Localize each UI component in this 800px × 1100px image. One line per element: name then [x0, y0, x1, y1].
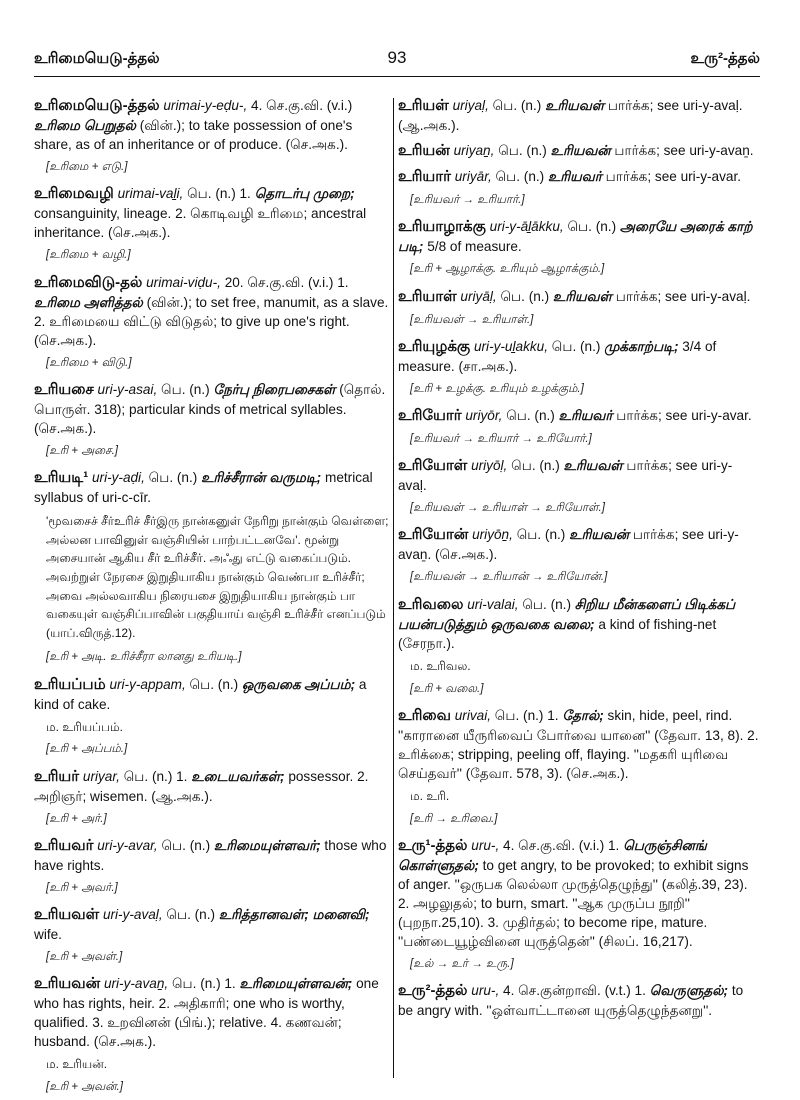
entry-cognate: ம. உரிவல.	[410, 658, 471, 673]
entry-tamil-meaning: உரிமையுள்ளவர்;	[213, 837, 321, 853]
entry-grammar: பெ. (n.)	[506, 407, 555, 423]
entry-headword: உரிமையெடு-த்தல்	[34, 97, 160, 114]
entry-grammar: பெ. (n.)	[516, 527, 566, 543]
entry-block	[34, 467, 390, 665]
entry-definition: (தொல். பொருள். 318); particular kinds of metrical syllables. (செ.அக.).	[34, 381, 386, 436]
entry-headword: உரியப்பம்	[34, 675, 106, 693]
entry-definition: consanguinity, lineage. 2. கொடிவழி உரிமை; ancestral inheritance. (செ.அக.).	[34, 206, 367, 241]
dictionary-entry	[398, 980, 760, 1020]
header-last-headword: உரு²-த்தல்	[690, 50, 760, 67]
entry-definition: பார்க்க; see uri-y-avar.	[605, 169, 742, 185]
entry-headword: உரியன்	[398, 142, 450, 160]
entry-definition: பார்க்க; see uri-y-avaḷ.	[398, 458, 733, 494]
entry-etymology: [உரியவள் → உரியாள்.]	[410, 312, 534, 326]
entry-grammar: 4. செ.குன்றாவி. (v.t.) 1.	[503, 983, 646, 999]
dictionary-entry	[398, 835, 760, 951]
page-header	[34, 46, 760, 77]
entry-etymology: [உரி + அவர்.]	[46, 880, 118, 894]
entry-block	[398, 166, 760, 208]
entry-block	[398, 336, 760, 397]
entry-definition: one who has rights, heir. 2. அதிகாரி; one who is worthy, qualified. 3. உறவினன் (பிங்.); relative. 4. கணவன்; husband. (செ.அக.).	[34, 976, 379, 1050]
entry-tamil-meaning: சிறிய மீன்களைப் பிடிக்கப் பயன்படுத்தும் ஒருவகை வலை;	[398, 596, 736, 632]
entry-etymology: [உரி + அடி. உரிச்சீரா லானது உரியடி.]	[46, 650, 242, 664]
dictionary-entry	[398, 216, 760, 256]
entry-etymology: [உரியவள் → உரியாள் → உரியோள்.]	[410, 501, 605, 515]
entry-headword: உரியள்	[398, 97, 449, 114]
entry-grammar: பெ. (n.)	[161, 381, 210, 397]
entry-tamil-meaning: உரியவள்	[545, 98, 605, 113]
entry-grammar: பெ. (n.)	[161, 837, 211, 853]
entry-tamil-meaning: தோல்;	[562, 707, 604, 723]
entry-definition: பார்க்க; see uri-y-avaṉ.	[614, 143, 754, 159]
entry-tamil-meaning: உடையவர்கள்;	[191, 768, 285, 784]
entry-definition: to get angry, to be provoked; to exhibit signs of anger. ''ஒருபக லெல்லா முருத்தெழுந்து'' (கலித்.39, 23). 2. அழலுதல்; to burn, smart. ''ஆக முருப்ப நூறி'' (புறநா.25,10). 3. முதிர்தல்; to become ripe, mature. ''பண்டையூழ்வினை யுருத்தென்'' (சிலப். 16,217).	[398, 857, 749, 949]
entry-transliteration: uri-y-aḍi,	[91, 470, 145, 486]
entry-definition: skin, hide, peel, rind. ''காரானை யீருரிவைப் போர்வை யானை'' (தேவா. 13, 8). 2. உரிக்கை; stripping, peeling off, flaying. ''மதகரி யுரிவை செய்தவர்'' (தேவா. 578, 3). (செ.அக.).	[398, 707, 759, 781]
entry-definition: metrical syllabus of uri-c-cīr.	[34, 470, 373, 506]
entry-grammar: பெ. (n.)	[189, 676, 239, 692]
entry-cognate: ம. உரியப்பம்.	[46, 719, 123, 734]
entry-transliteration: urimai-vaḻi,	[117, 186, 184, 202]
entry-block	[34, 674, 390, 758]
entry-definition: பார்க்க; see uri-y-avaḷ.	[615, 288, 751, 304]
entry-block	[34, 379, 390, 459]
entry-definition: 5/8 of measure.	[427, 239, 522, 255]
entry-grammar: 4. செ.கு.வி. (v.i.)	[251, 98, 353, 113]
entry-headword: உரியவர்	[34, 836, 94, 854]
dictionary-entry	[34, 766, 390, 806]
entry-block	[398, 95, 760, 135]
entry-tamil-meaning: முக்காற்படி;	[604, 338, 679, 354]
entry-etymology: [உரி + அசை.]	[46, 443, 119, 457]
entry-headword: உரியுழக்கு	[398, 337, 471, 355]
entry-etymology: [உரி + அர்.]	[46, 811, 107, 825]
dictionary-entry	[34, 973, 390, 1051]
entry-definition: (வின்.); to set free, manumit, as a slave. 2. உரிமையை விட்டு விடுதல்; to give up one's right. (செ.அக.).	[34, 294, 389, 348]
entry-headword: உரியோன்	[398, 526, 469, 544]
entry-tamil-meaning: அரையே அரைக் காற் படி;	[398, 219, 753, 255]
entry-transliteration: uru-,	[471, 983, 500, 999]
entry-transliteration: uri-y-appam,	[109, 676, 186, 692]
dictionary-entry	[398, 705, 760, 783]
entry-transliteration: uriyōḷ,	[471, 458, 508, 474]
entry-headword: உரியாள்	[398, 287, 457, 305]
entry-tamil-meaning: உரிமை அளித்தல்	[34, 294, 143, 310]
entry-tamil-meaning: உரியவள்	[552, 288, 612, 304]
entry-etymology: [உரி + அவள்.]	[46, 950, 123, 964]
entry-headword: உரியார்	[398, 168, 451, 186]
entry-headword: உரியாழாக்கு	[398, 218, 486, 236]
entry-grammar: பெ. (n.)	[567, 219, 617, 235]
entry-tamil-meaning: உரியவர்	[547, 169, 602, 185]
entry-grammar: பெ. (n.)	[500, 288, 550, 304]
right-column	[398, 95, 760, 1100]
entry-tamil-meaning: உரியவள்	[563, 458, 623, 474]
entry-grammar: பெ. (n.) 1.	[171, 976, 236, 992]
entry-block	[398, 140, 760, 161]
entry-transliteration: uriyōṉ,	[472, 527, 513, 543]
entry-tamil-meaning: உரிமையுள்ளவன்;	[239, 976, 353, 992]
dictionary-entry	[398, 594, 760, 653]
dictionary-entry	[398, 524, 760, 564]
entry-tamil-meaning: வெருளுதல்;	[649, 983, 729, 999]
entry-tamil-meaning: ஒருவகை அப்பம்;	[241, 676, 356, 692]
dictionary-entry	[398, 166, 760, 187]
entry-headword: உரிவை	[398, 706, 451, 724]
entry-grammar: பெ. (n.)	[551, 338, 601, 354]
entry-transliteration: uriyār,	[454, 169, 492, 185]
entry-transliteration: uriyōr,	[465, 407, 503, 423]
entry-definition: wife.	[34, 927, 62, 943]
entry-headword: உரியோள்	[398, 457, 468, 475]
entry-quotation: 'மூவசைச் சீர்உரிச் சீர்இரு நான்கனுள் நேரிறு நான்கும் வெள்ளை; அல்லன பாவினுள் வஞ்சியின் பாற்பட்டனவே'. மூன்று அசையான் ஆகிய சீர் உரிச்சீர். அஃது எட்டு வகைப்படும். அவற்றுள் நேரசை இறுதியாகிய நான்கும் வெண்பா உரிச்சீர்; அவை அல்லவாகிய நிரையசை இறுதியாகிய நான்கும் பா வகையுள் வஞ்சிப்பாவின் பகுதியாய் வஞ்சி உரிச்சீர் எனப்படும் (யாப்.விருத்.12).	[46, 514, 389, 640]
entry-transliteration: uriyaṉ,	[453, 143, 495, 159]
entry-block	[34, 272, 390, 371]
entry-definition: (வின்.); to take possession of one's share, as of an inheritance or of produce. (செ.அக.).	[34, 118, 353, 153]
entry-grammar: பெ. (n.) 1.	[187, 186, 251, 202]
entry-definition: பார்க்க; see uri-y-avaḷ. (ஆ.அக.).	[398, 98, 743, 133]
entry-transliteration: uriyaḷ,	[452, 98, 489, 113]
dictionary-entry	[34, 272, 390, 350]
entry-block	[398, 705, 760, 827]
entry-block	[34, 95, 390, 175]
dictionary-entry	[34, 95, 390, 154]
dictionary-entry	[34, 467, 390, 507]
entry-tamil-meaning: நேர்பு நிரைபசைகள்	[213, 381, 336, 397]
entry-block	[398, 524, 760, 585]
entry-transliteration: urimai-viḍu-,	[146, 274, 221, 290]
entry-grammar: பெ. (n.)	[492, 98, 542, 113]
entry-cognate: ம. உரி.	[410, 788, 450, 803]
entry-transliteration: uri-y-avaṉ,	[103, 976, 169, 992]
entry-definition: to be angry with. ''ஒள்வாட்டானை யுருத்தெழுந்தனறு''.	[398, 983, 744, 1019]
entry-headword: உரிமைவழி	[34, 185, 114, 203]
entry-tamil-meaning: உரியவர்	[558, 407, 613, 423]
entry-transliteration: uri-y-avaḷ,	[102, 907, 163, 923]
entry-transliteration: uri-y-avar,	[97, 837, 158, 853]
entry-grammar: 4. செ.கு.வி. (v.i.) 1.	[503, 837, 620, 853]
entry-grammar: பெ. (n.)	[511, 458, 560, 474]
entry-headword: உரியவள்	[34, 906, 100, 924]
entry-headword: உரியசை	[34, 380, 94, 398]
entry-block	[398, 286, 760, 328]
entry-headword: உரிமைவிடு-தல்	[34, 273, 143, 291]
entry-grammar: பெ. (n.)	[148, 470, 198, 486]
entry-etymology: [உல் → உர் → உரு.]	[410, 957, 514, 971]
dictionary-entry	[398, 336, 760, 376]
entry-headword: உரியர்	[34, 767, 80, 785]
entry-etymology: [உரி + ஆழாக்கு. உரியும் ஆழாக்கும்.]	[410, 262, 605, 276]
entry-transliteration: uri-y-asai,	[97, 381, 158, 397]
entry-definition: பார்க்க; see uri-y-avaṉ. (செ.அக.).	[398, 527, 739, 563]
entry-headword: உரியவன்	[34, 975, 101, 993]
entry-block	[34, 835, 390, 896]
entry-headword: உரு²-த்தல்	[398, 982, 468, 1000]
entry-block	[34, 904, 390, 965]
entry-headword: உரியோர்	[398, 406, 462, 424]
entry-tamil-meaning: உரித்தானவள்; மனைவி;	[218, 907, 370, 923]
entry-headword: உரு¹-த்தல்	[398, 836, 468, 854]
dictionary-entry	[398, 405, 760, 426]
entry-transliteration: uri-y-uḻakku,	[473, 338, 548, 354]
entry-tamil-meaning: உரிச்சீரான் வருமடி;	[201, 470, 322, 486]
entry-etymology: [உரியவர் → உரியார்.]	[410, 193, 525, 207]
column-divider	[393, 98, 394, 1078]
entry-headword: உரிவலை	[398, 595, 464, 613]
entry-transliteration: urivai,	[454, 707, 492, 723]
entry-etymology: [உரியவர் → உரியார் → உரியோர்.]	[410, 431, 592, 445]
entry-etymology: [உரிமை + எடு.]	[46, 160, 128, 174]
dictionary-entry	[398, 140, 760, 161]
entry-block	[398, 835, 760, 972]
entry-tamil-meaning: உரியவன்	[569, 527, 630, 543]
entry-etymology: [உரியவன் → உரியான் → உரியோன்.]	[410, 570, 608, 584]
dictionary-entry	[398, 286, 760, 307]
entry-etymology: [உரி + உழக்கு. உரியும் உழக்கும்.]	[410, 381, 584, 395]
entry-block	[34, 183, 390, 263]
entry-definition: a kind of cake.	[34, 676, 367, 712]
page-number: 93	[387, 48, 407, 67]
entry-definition: those who have rights.	[34, 837, 387, 873]
header-first-headword: உரிமையெடு-த்தல்	[34, 50, 160, 67]
entry-headword: உரியடி¹	[34, 469, 89, 487]
entry-grammar: பெ. (n.) 1.	[123, 768, 188, 784]
entry-block	[398, 980, 760, 1020]
entry-transliteration: uri-y-āḻākku,	[489, 219, 564, 235]
entry-grammar: 20. செ.கு.வி. (v.i.) 1.	[224, 274, 349, 290]
entry-definition: 3/4 of measure. (சா.அக.).	[398, 338, 717, 374]
left-column	[34, 95, 390, 1100]
entry-block	[398, 216, 760, 277]
entry-grammar: பெ. (n.)	[522, 596, 571, 612]
entry-grammar: பெ. (n.)	[498, 143, 547, 159]
entry-transliteration: uru-,	[471, 837, 500, 853]
entry-transliteration: urimai-y-eḍu-,	[163, 98, 248, 113]
entry-cognate: ம. உரியன்.	[46, 1057, 108, 1072]
entry-definition: possessor. 2. அறிஞர்; wisemen. (ஆ.அக.).	[34, 768, 369, 804]
entry-definition: பார்க்க; see uri-y-avar.	[616, 407, 752, 423]
entry-etymology: [உரி + அவன்.]	[46, 1080, 123, 1094]
entry-transliteration: uri-valai,	[467, 596, 519, 612]
dictionary-entry	[34, 835, 390, 875]
entry-etymology: [உரி + அப்பம்.]	[46, 742, 128, 756]
dictionary-entry	[398, 95, 760, 135]
entry-transliteration: uriyar,	[82, 768, 120, 784]
entry-etymology: [உரிமை + வழி.]	[46, 248, 131, 262]
entry-etymology: [உரிமை + விடு.]	[46, 355, 132, 369]
entry-etymology: [உரி + வலை.]	[410, 681, 484, 695]
dictionary-entry	[34, 183, 390, 242]
entry-tamil-meaning: உரியவன்	[550, 143, 611, 159]
dictionary-entry	[34, 379, 390, 438]
entry-block	[34, 766, 390, 827]
entry-block	[398, 594, 760, 697]
entry-grammar: பெ. (n.) 1.	[494, 707, 559, 723]
entry-grammar: பெ. (n.)	[495, 169, 545, 185]
entry-tamil-meaning: பெருஞ்சினங் கொள்ளுதல்;	[398, 837, 707, 873]
entry-transliteration: uriyāḷ,	[460, 288, 497, 304]
entry-block	[398, 455, 760, 516]
dictionary-entry	[34, 904, 390, 944]
entry-block	[34, 973, 390, 1095]
dictionary-entry	[398, 455, 760, 495]
entry-etymology: [உரி → உரிவை.]	[410, 811, 498, 825]
entry-definition: a kind of fishing-net (சேரநா.).	[398, 616, 717, 651]
entry-tamil-meaning: உரிமை பெறுதல்	[34, 118, 136, 133]
entry-grammar: பெ. (n.)	[166, 907, 216, 923]
dictionary-entry	[34, 674, 390, 714]
entry-block	[398, 405, 760, 447]
entry-tamil-meaning: தொடர்பு முறை;	[254, 186, 355, 202]
